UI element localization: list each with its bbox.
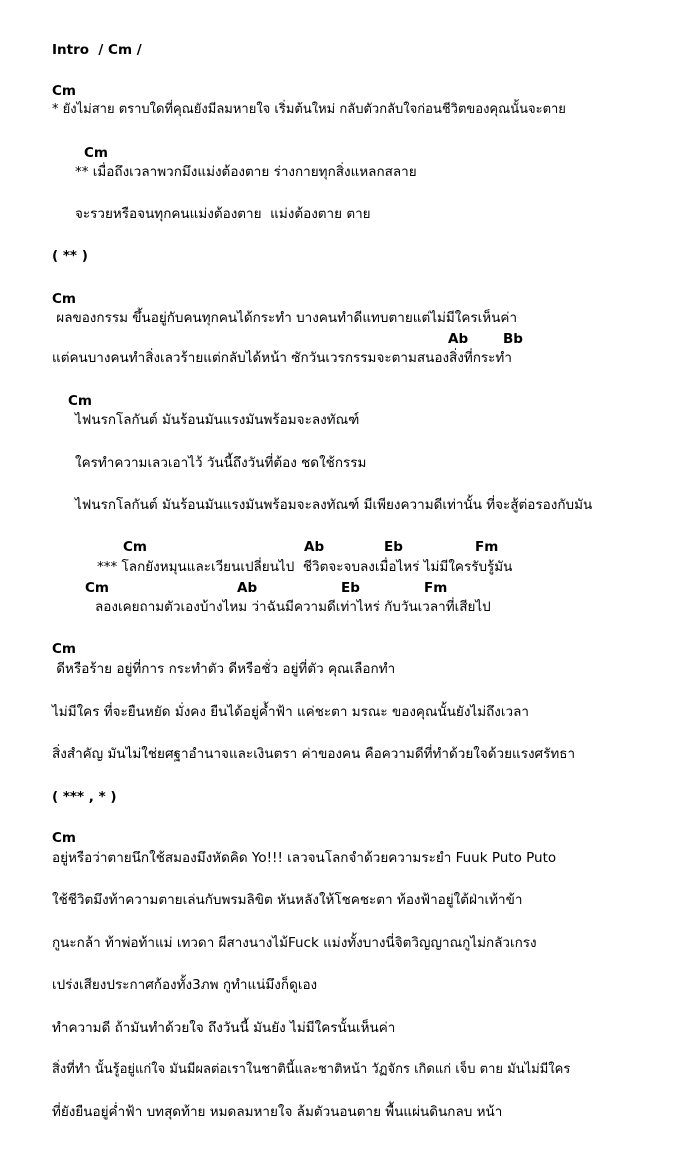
lyric-line: แต่คนบางคนทำสิ่งเลวร้ายแต่กลับได้หน้า ซักวันเวรกรรมจะตามสนองสิ่งที่กระทำ	[52, 350, 512, 366]
chord-label: Fm	[475, 539, 499, 555]
lyric-line: กูนะกล้า ท้าพ่อท้าแม่ เทวดา ผีสางนางไม้Fuck แม่งทั้งบางนี่จิตวิญญาณกูไม่กลัวเกรง	[52, 935, 537, 951]
lyric-line: เปร่งเสียงประกาศก้องทั้ง3ภพ กูทำแน่มึงก็ดูเอง	[52, 977, 318, 993]
chord-label: Cm	[52, 830, 76, 846]
chord-label: Cm	[68, 393, 92, 409]
chord-label: Cm	[52, 83, 76, 99]
lyric-line: สิ่งสำคัญ มันไม่ใช่ยศฐาอำนาจและเงินตรา ค่าของคน คือความดีที่ทำด้วยใจด้วยแรงศรัทธา	[52, 746, 576, 762]
chord-label: Cm	[52, 641, 76, 657]
lyric-line: ผลของกรรม ขึ้นอยู่กับคนทุกคนได้กระทำ บางคนทำดีแทบตายแต่ไม่มีใครเห็นค่า	[52, 310, 518, 326]
lyric-line: *** โลกยังหมุนและเวียนเปลี่ยนไป ชีวิตจะจบลงเมื่อไหร่ ไม่มีใครรับรู้มัน	[97, 559, 513, 575]
intro-line: Intro / Cm /	[52, 42, 142, 58]
lyric-line: ไฟนรกโลกันต์ มันร้อนมันแรงมันพร้อมจะลงทัณฑ์	[75, 412, 360, 428]
chord-label: Ab	[448, 331, 469, 347]
chord-label: Ab	[304, 539, 325, 555]
chord-label: Bb	[503, 331, 523, 347]
lyric-line: * ยังไม่สาย ตราบใดที่คุณยังมีลมหายใจ เริ่มต้นใหม่ กลับตัวกลับใจก่อนชีวิตของคุณนั้นจะตาย	[52, 102, 566, 117]
chord-label: Eb	[384, 539, 403, 555]
repeat-marker: ( ** )	[52, 248, 88, 264]
chord-label: Fm	[424, 580, 448, 596]
chord-label: Cm	[123, 539, 147, 555]
chord-label: Cm	[84, 145, 108, 161]
repeat-marker: ( *** , * )	[52, 789, 117, 805]
lyric-line: ใช้ชีวิตมึงท้าความตายเล่นกับพรมลิขิต หันหลังให้โชคชะตา ท้องฟ้าอยู่ใต้ฝ่าเท้าข้า	[52, 892, 523, 908]
lyric-line: ทำความดี ถ้ามันทำด้วยใจ ถึงวันนี้ มันยัง ไม่มีใครนั้นเห็นค่า	[52, 1020, 396, 1036]
lyric-line: ดีหรือร้าย อยู่ที่การ กระทำตัว ดีหรือชั่ว อยู่ที่ตัว คุณเลือกทำ	[52, 661, 396, 677]
lyric-line: ** เมื่อถึงเวลาพวกมึงแม่งต้องตาย ร่างกายทุกสิ่งแหลกสลาย	[75, 164, 417, 180]
lyric-line: ไม่มีใคร ที่จะยืนหยัด มั่งคง ยืนได้อยู่ค้ำฟ้า แค่ชะตา มรณะ ของคุณนั้นยังไม่ถึงเวลา	[52, 704, 529, 720]
chord-label: Eb	[341, 580, 360, 596]
lyric-line: ลองเคยถามตัวเองบ้างไหม ว่าฉันมีความดีเท่าไหร่ กับวันเวลาที่เสียไป	[95, 599, 491, 615]
lyric-line: ไฟนรกโลกันต์ มันร้อนมันแรงมันพร้อมจะลงทัณฑ์ มีเพียงความดีเท่านั้น ที่จะสู้ต่อรองกับมัน	[75, 497, 593, 513]
chord-label: Cm	[85, 580, 109, 596]
lyric-line: อยู่หรือว่าตายนึกใช้สมองมึงหัดคิด Yo!!! เลวจนโลกจำด้วยความระยำ Fuuk Puto Puto	[52, 850, 557, 866]
chord-label: Cm	[52, 291, 76, 307]
lyric-line: สิ่งที่ทำ นั้นรู้อยู่แก่ใจ มันมีผลต่อเราในชาตินี้และชาติหน้า วัฏจักร เกิดแก่ เจ็บ ตาย มันไม่มีใคร	[52, 1062, 571, 1077]
lyric-line: ที่ยังยืนอยู่ค่ำฟ้า บทสุดท้าย หมดลมหายใจ ล้มตัวนอนตาย พื้นแผ่นดินกลบ หน้า	[52, 1104, 503, 1120]
lyric-line: จะรวยหรือจนทุกคนแม่งต้องตาย แม่งต้องตาย ตาย	[75, 206, 371, 222]
lyric-line: ใครทำความเลวเอาไว้ วันนี้ถึงวันที่ต้อง ชดใช้กรรม	[75, 455, 367, 471]
chord-label: Ab	[237, 580, 258, 596]
